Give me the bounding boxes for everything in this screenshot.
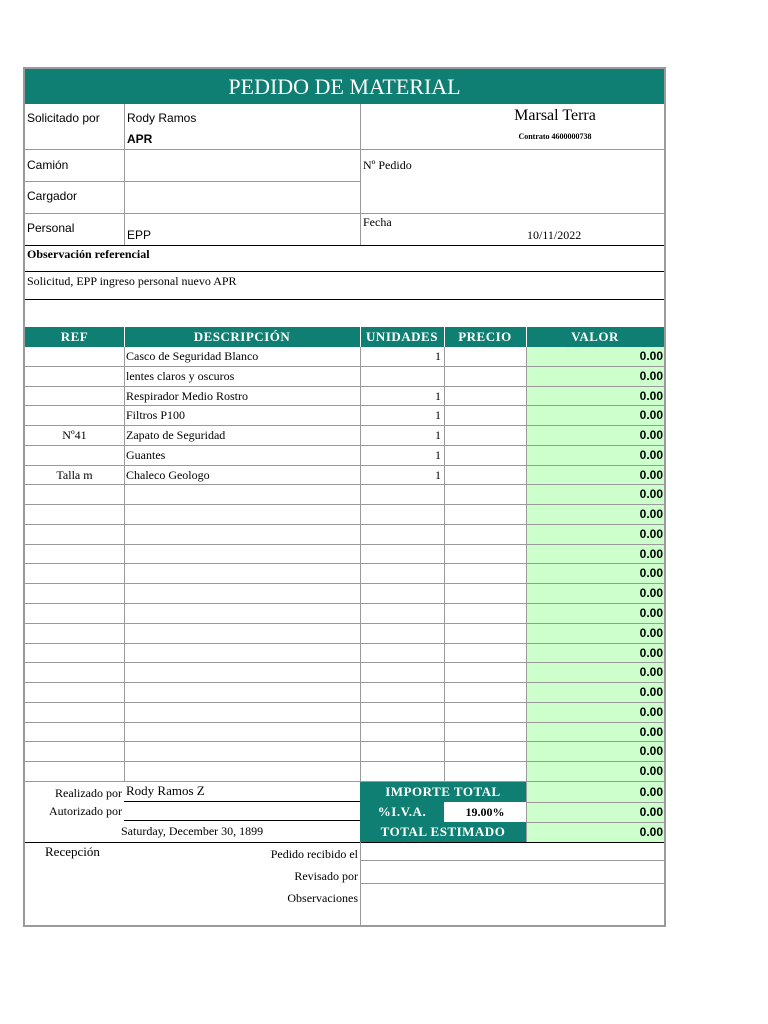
pedido-label: Nº Pedido bbox=[363, 158, 412, 172]
table-row bbox=[25, 545, 664, 565]
importe-total-label: IMPORTE TOTAL bbox=[385, 784, 501, 799]
col-header-unidades: UNIDADES bbox=[366, 329, 438, 344]
value-cell: 0.00 bbox=[639, 625, 663, 640]
cargador-label: Cargador bbox=[27, 189, 78, 203]
value-cell: 0.00 bbox=[639, 349, 663, 363]
value-cell: 0.00 bbox=[639, 408, 663, 423]
personal-value: EPP bbox=[127, 228, 152, 242]
table-row bbox=[25, 387, 664, 407]
iva-rate: 19.00% bbox=[465, 805, 505, 819]
table-row bbox=[25, 663, 664, 683]
units-cell: 1 bbox=[435, 349, 441, 363]
iva-value: 0.00 bbox=[639, 805, 663, 819]
table-row bbox=[25, 604, 664, 624]
value-cell: 0.00 bbox=[639, 566, 663, 581]
solicitado-label: Solicitado por bbox=[27, 111, 100, 125]
observaciones-label: Observaciones bbox=[287, 891, 358, 905]
table-row bbox=[25, 683, 664, 703]
value-cell: 0.00 bbox=[639, 428, 663, 443]
units-cell: 1 bbox=[435, 388, 441, 403]
col-header-ref: REF bbox=[60, 329, 89, 344]
realizado-value: Rody Ramos Z bbox=[126, 783, 205, 798]
table-row bbox=[25, 644, 664, 664]
table-row bbox=[25, 703, 664, 723]
description-cell: Zapato de Seguridad bbox=[126, 428, 226, 443]
units-cell: 1 bbox=[435, 408, 441, 423]
description-cell: Guantes bbox=[126, 447, 166, 462]
table-row bbox=[25, 505, 664, 525]
total-estimado-label: TOTAL ESTIMADO bbox=[380, 824, 506, 839]
units-cell: 1 bbox=[435, 447, 441, 462]
contract-number: Contrato 4600000738 bbox=[518, 132, 592, 141]
col-header-descripcion: DESCRIPCIÓN bbox=[193, 329, 291, 344]
value-cell: 0.00 bbox=[639, 704, 663, 719]
description-cell: Casco de Seguridad Blanco bbox=[126, 349, 259, 363]
table-row bbox=[25, 564, 664, 584]
personal-label: Personal bbox=[27, 221, 75, 235]
page-title: PEDIDO DE MATERIAL bbox=[228, 74, 461, 99]
company-name: Marsal Terra bbox=[514, 107, 596, 124]
value-cell: 0.00 bbox=[639, 665, 663, 680]
table-row bbox=[25, 406, 664, 426]
recibido-label: Pedido recibido el bbox=[270, 847, 358, 861]
ref-cell: Talla m bbox=[56, 467, 93, 482]
fecha-value: 10/11/2022 bbox=[527, 228, 582, 242]
col-header-precio: PRECIO bbox=[458, 329, 512, 344]
description-cell: Chaleco Geologo bbox=[126, 467, 210, 482]
autorizado-label: Autorizado por bbox=[49, 804, 122, 818]
description-cell: lentes claros y oscuros bbox=[126, 368, 235, 383]
value-cell: 0.00 bbox=[639, 467, 663, 482]
table-row bbox=[25, 742, 664, 762]
value-cell: 0.00 bbox=[639, 586, 663, 601]
table-row bbox=[25, 426, 664, 446]
observacion-text: Solicitud, EPP ingreso personal nuevo APR bbox=[27, 274, 237, 288]
value-cell: 0.00 bbox=[639, 724, 663, 739]
value-cell: 0.00 bbox=[639, 685, 663, 700]
value-cell: 0.00 bbox=[639, 388, 663, 403]
value-cell: 0.00 bbox=[639, 447, 663, 462]
units-cell: 1 bbox=[435, 428, 441, 443]
fecha-label: Fecha bbox=[363, 215, 392, 229]
importe-total-value: 0.00 bbox=[639, 785, 663, 799]
value-cell: 0.00 bbox=[639, 507, 663, 522]
value-cell: 0.00 bbox=[639, 368, 663, 383]
camion-label: Camión bbox=[27, 158, 69, 172]
value-cell: 0.00 bbox=[639, 645, 663, 660]
value-cell: 0.00 bbox=[639, 487, 663, 502]
value-cell: 0.00 bbox=[639, 526, 663, 541]
table-row bbox=[25, 466, 664, 486]
table-row bbox=[25, 446, 664, 466]
table-row bbox=[25, 762, 664, 782]
value-cell: 0.00 bbox=[639, 764, 663, 779]
realizado-label: Realizado por bbox=[55, 786, 122, 800]
table-row bbox=[25, 723, 664, 743]
table-row bbox=[25, 347, 664, 367]
table-row bbox=[25, 525, 664, 545]
table-row bbox=[25, 367, 664, 387]
observacion-label: Observación referencial bbox=[27, 247, 150, 261]
value-cell: 0.00 bbox=[639, 606, 663, 620]
total-estimado-value: 0.00 bbox=[639, 825, 663, 839]
ref-cell: Nº41 bbox=[62, 428, 87, 443]
date-value: Saturday, December 30, 1899 bbox=[121, 824, 264, 838]
order-form bbox=[23, 67, 666, 927]
solicitado-value: Rody Ramos bbox=[127, 111, 197, 125]
col-header-valor: VALOR bbox=[571, 329, 619, 344]
value-cell: 0.00 bbox=[639, 744, 663, 759]
iva-label: %I.V.A. bbox=[377, 804, 427, 819]
units-cell: 1 bbox=[435, 467, 441, 482]
value-cell: 0.00 bbox=[639, 546, 663, 561]
description-cell: Filtros P100 bbox=[126, 408, 186, 423]
reception-label: Recepción bbox=[45, 844, 100, 859]
revisado-label: Revisado por bbox=[294, 869, 358, 883]
table-row bbox=[25, 624, 664, 644]
description-cell: Respirador Medio Rostro bbox=[126, 388, 248, 403]
solicitado-sub: APR bbox=[127, 132, 153, 146]
table-row bbox=[25, 584, 664, 604]
table-row bbox=[25, 485, 664, 505]
